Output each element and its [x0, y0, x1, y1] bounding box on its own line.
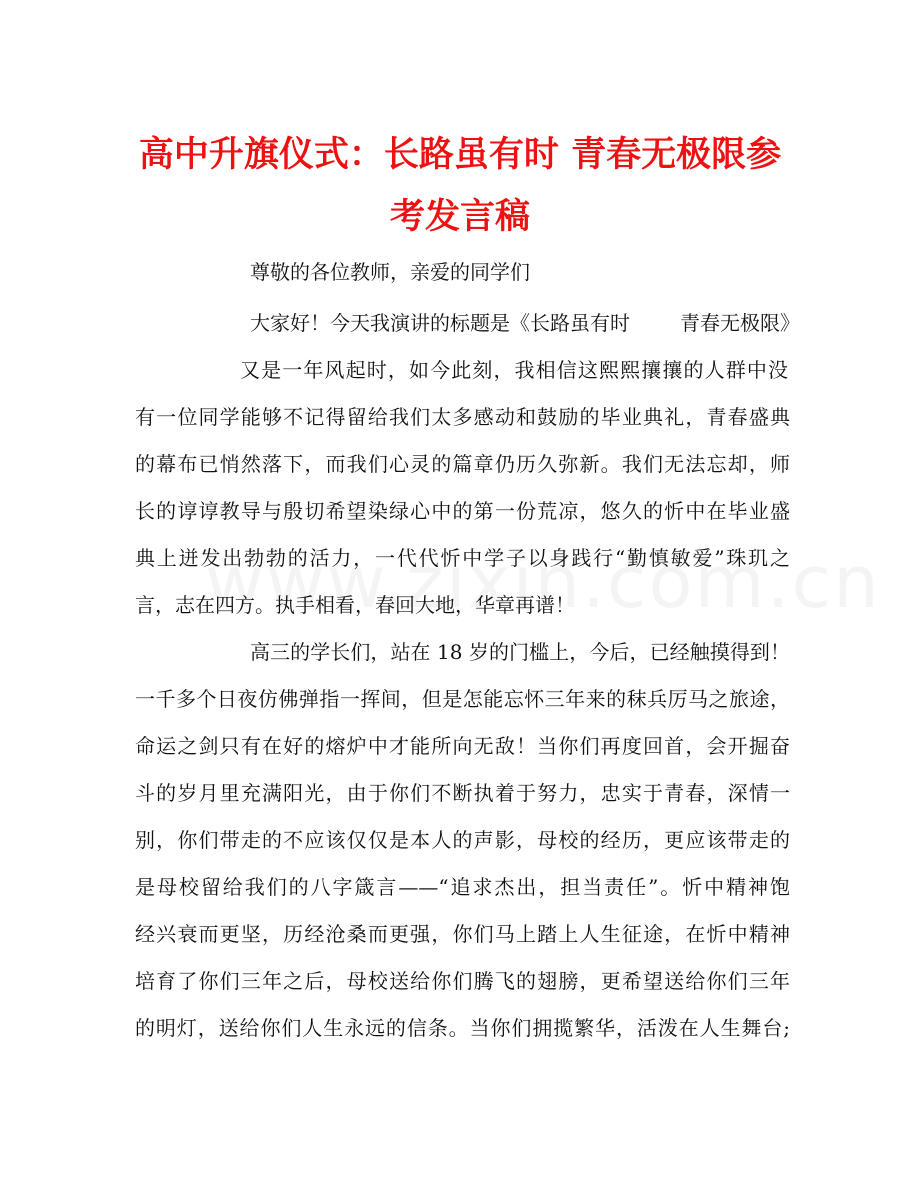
paragraph-2-line: 经兴衰而更坚，历经沧桑而更强，你们马上踏上人生征途，在忻中精神: [135, 922, 790, 946]
paragraph-2-line: 的明灯，送给你们人生永远的信条。当你们拥揽繁华，活泼在人生舞台;: [135, 1016, 790, 1040]
paragraph-1-line: 有一位同学能够不记得留给我们太多感动和鼓励的毕业典礼，青春盛典: [135, 405, 790, 429]
paragraph-2-line: 培育了你们三年之后，母校送给你们腾飞的翅膀，更希望送给你们三年: [135, 969, 790, 993]
paragraph-2-line: 一千多个日夜仿佛弹指一挥间，但是怎能忘怀三年来的秣兵厉马之旅途，: [135, 687, 790, 711]
title-line-1: 高中升旗仪式：长路虽有时 青春无极限参: [138, 135, 782, 175]
paragraph-1-line: 典上迸发出勃勃的活力，一代代忻中学子以身践行“勤慎敏爱”珠玑之: [135, 546, 790, 570]
paragraph-1-line: 的幕布已悄然落下，而我们心灵的篇章仍历久弥新。我们无法忘却，师: [135, 452, 790, 476]
opening-part-1: 大家好！今天我演讲的标题是《长路虽有时: [250, 311, 630, 335]
opening-part-2: 青春无极限》: [680, 311, 800, 335]
paragraph-2-line: 命运之剑只有在好的熔炉中才能所向无敌！当你们再度回首，会开掘奋: [135, 734, 790, 758]
paragraph-1-line: 言，志在四方。执手相看，春回大地，华章再谱！: [135, 593, 575, 617]
paragraph-1-line: 长的谆谆教导与殷切希望染绿心中的第一份荒凉，悠久的忻中在毕业盛: [135, 499, 790, 523]
paragraph-1-line: 又是一年风起时，如今此刻，我相信这熙熙攘攘的人群中没: [240, 358, 788, 382]
paragraph-2-line: 高三的学长们，站在 18 岁的门槛上，今后，已经触摸得到！: [250, 640, 790, 664]
paragraph-2-line: 是母校留给我们的八字箴言——“追求杰出，担当责任”。忻中精神饱: [135, 875, 790, 899]
paragraph-2-line: 别，你们带走的不应该仅仅是本人的声影，母校的经历，更应该带走的: [135, 828, 790, 852]
greeting: 尊敬的各位教师，亲爱的同学们: [250, 260, 530, 284]
paragraph-2-line: 斗的岁月里充满阳光，由于你们不断执着于努力，忠实于青春，深情一: [135, 781, 790, 805]
title-line-2: 考发言稿: [389, 197, 530, 237]
